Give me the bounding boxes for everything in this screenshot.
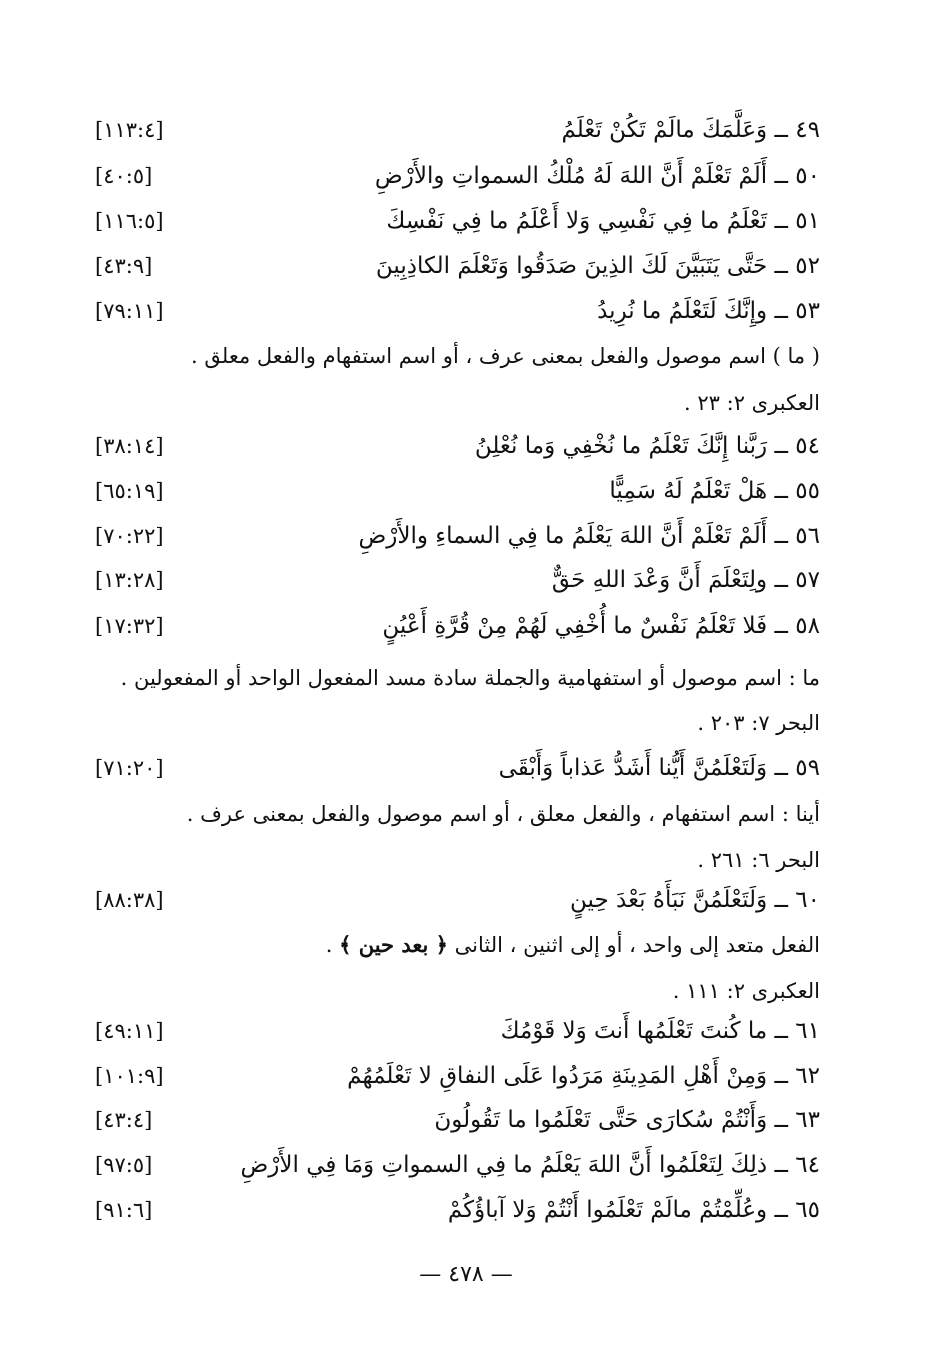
- verse-text: ٤٩ ــ وَعَلَّمَكَ مالَمْ تَكُنْ تَعْلَمُ: [561, 117, 820, 143]
- verse-reference: [٤٩:١١]: [95, 1019, 164, 1043]
- verse-reference: [٤٣:٤]: [95, 1108, 153, 1132]
- verse-reference: [٤٣:٩]: [95, 254, 153, 278]
- verse-55: [95, 471, 820, 511]
- verse-reference: [٦٥:١٩]: [95, 479, 164, 503]
- note-line: أينا : اسم استفهام ، والفعل معلق ، أو اسم موصول والفعل بمعنى عرف .: [186, 802, 820, 826]
- note-line: [95, 926, 820, 964]
- verse-63: [95, 1100, 820, 1140]
- verse-64: [95, 1145, 820, 1185]
- verse-57: [95, 560, 820, 600]
- verse-62: [95, 1056, 820, 1096]
- verse-reference: [٧١:٢٠]: [95, 756, 164, 780]
- verse-53: [95, 291, 820, 331]
- verse-49: [95, 110, 820, 150]
- verse-text: ٥٤ ــ رَبَّنا إِنَّكَ تَعْلَمُ ما نُخْفِي وَما نُعْلِنُ: [474, 433, 820, 459]
- verse-reference: [٩١:٦]: [95, 1198, 153, 1222]
- verse-56: [95, 516, 820, 556]
- verse-reference: [٨٨:٣٨]: [95, 888, 164, 912]
- verse-reference: [١١٣:٤]: [95, 118, 164, 142]
- verse-reference: [٧٩:١١]: [95, 299, 164, 323]
- verse-text: ٦٢ ــ وَمِنْ أَهْلِ المَدِينَةِ مَرَدُوا عَلَى النفاقِ لا تَعْلَمُهُمْ: [347, 1063, 820, 1089]
- verse-text: ٦٣ ــ وَأَنْتُمْ سُكارَى حَتَّى تَعْلَمُوا ما تَقُولُونَ: [434, 1107, 820, 1133]
- verse-reference: [٤٠:٥]: [95, 164, 153, 188]
- note-text: الفعل متعد إلى واحد ، أو إلى اثنين ، الثانى: [454, 933, 820, 957]
- verse-51: [95, 201, 820, 241]
- verse-text: ٦٤ ــ ذلِكَ لِتَعْلَمُوا أَنَّ اللهَ يَعْلَمُ ما فِي السمواتِ وَمَا فِي الأَرْضِ: [240, 1152, 820, 1178]
- verse-52: [95, 246, 820, 286]
- verse-text: ٥٦ ــ أَلَمْ تَعْلَمْ أَنَّ اللهَ يَعْلَمُ ما فِي السماءِ والأَرْضِ: [358, 523, 820, 549]
- verse-reference: [٧٠:٢٢]: [95, 524, 164, 548]
- verse-text: ٥٣ ــ وإِنَّكَ لَتَعْلَمُ ما نُرِيدُ: [597, 298, 820, 324]
- verse-text: ٥٢ ــ حَتَّى يَتَبَيَّنَ لَكَ الذِينَ صَدَقُوا وَتَعْلَمَ الكاذِبِينَ: [375, 253, 820, 279]
- verse-65: [95, 1190, 820, 1230]
- note-line: ما : اسم موصول أو استفهامية والجملة سادة مسد المفعول الواحد أو المفعولين .: [120, 666, 820, 690]
- verse-50: [95, 156, 820, 196]
- verse-text: ٥٩ ــ وَلَتَعْلَمُنَّ أَيُّنا أَشَدُّ عَذاباً وَأَبْقَى: [498, 755, 820, 781]
- verse-reference: [٩٧:٥]: [95, 1153, 153, 1177]
- verse-text: ٥٠ ــ أَلَمْ تَعْلَمْ أَنَّ اللهَ لَهُ مُلْكُ السمواتِ والأَرْضِ: [374, 163, 820, 189]
- verse-text: ٦١ ــ ما كُنتَ تَعْلَمُها أَنتَ وَلا قَوْمُكَ: [500, 1018, 820, 1044]
- source-reference: البحر ٧: ٢٠٣ .: [697, 711, 820, 735]
- verse-54: [95, 426, 820, 466]
- verse-text: ٦٠ ــ وَلَتَعْلَمُنَّ نَبَأَهُ بَعْدَ حِينٍ: [570, 887, 820, 913]
- source-reference: البحر ٦: ٢٦١ .: [697, 848, 820, 872]
- quoted-phrase: ﴿ بعد حين ﴾: [339, 932, 448, 957]
- source-reference: العكبرى ٢: ٢٣ .: [684, 391, 820, 415]
- verse-reference: [١١٦:٥]: [95, 209, 164, 233]
- verse-60: [95, 880, 820, 920]
- verse-58: [95, 606, 820, 646]
- verse-61: [95, 1011, 820, 1051]
- verse-text: ٦٥ ــ وعُلِّمْتُمْ مالَمْ تَعْلَمُوا أَنْتُمْ وَلا آباؤُكُمْ: [447, 1197, 820, 1223]
- verse-reference: [١٣:٢٨]: [95, 568, 164, 592]
- verse-59: [95, 748, 820, 788]
- verse-reference: [١٧:٣٢]: [95, 614, 164, 638]
- page-number: — ٤٧٨ —: [419, 1262, 513, 1287]
- note-end: .: [325, 933, 333, 957]
- verse-text: ٥٧ ــ ولِتَعْلَمَ أَنَّ وَعْدَ اللهِ حَقٌّ: [551, 567, 820, 593]
- verse-text: ٥٨ ــ فَلا تَعْلَمُ نَفْسٌ ما أُخْفِي لَهُمْ مِنْ قُرَّةِ أَعْيُنٍ: [382, 613, 820, 639]
- verse-reference: [٣٨:١٤]: [95, 434, 164, 458]
- verse-reference: [١٠١:٩]: [95, 1064, 164, 1088]
- verse-text: ٥٥ ــ هَلْ تَعْلَمُ لَهُ سَمِيًّا: [609, 478, 820, 504]
- verse-text: ٥١ ــ تَعْلَمُ ما فِي نَفْسِي وَلا أَعْلَمُ ما فِي نَفْسِكَ: [386, 208, 820, 234]
- note-line: ( ما ) اسم موصول والفعل بمعنى عرف ، أو اسم استفهام والفعل معلق .: [191, 344, 820, 368]
- source-reference: العكبرى ٢: ١١١ .: [672, 979, 820, 1003]
